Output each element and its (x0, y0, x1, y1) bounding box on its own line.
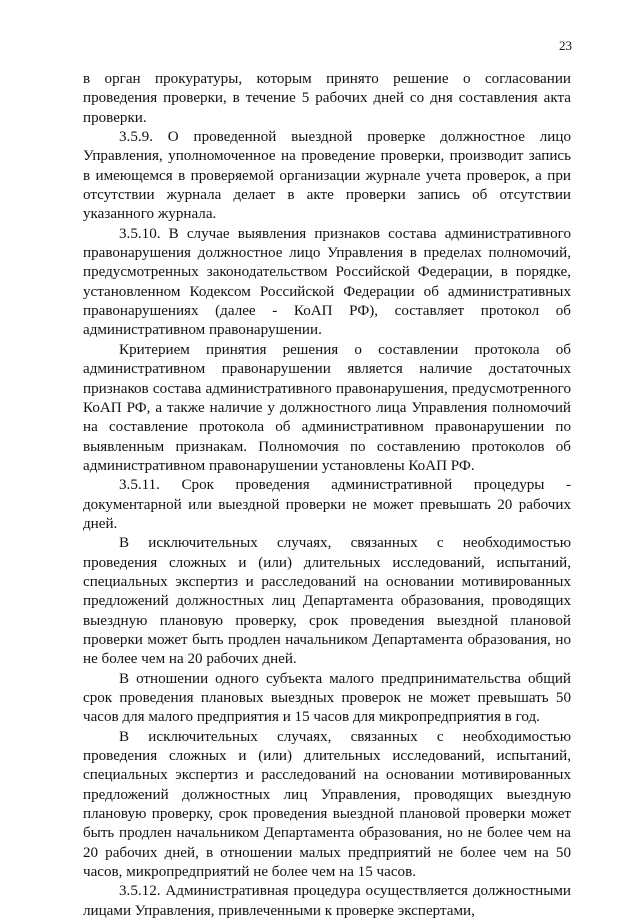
page-number: 23 (559, 38, 572, 53)
paragraph-3-5-10: 3.5.10. В случае выявления признаков состава административного правонарушения должностное лицо Управления в пределах полномочий, предусмотренных законодательством Российской Федерации, в порядке, установленном Кодексом Российской Федерации об административных правонарушениях (далее - КоАП РФ), составляет протокол об административном правонарушении. (83, 225, 571, 339)
paragraph-continuation: в орган прокуратуры, которым принято решение о согласовании проведения проверки, в течение 5 рабочих дней со дня составления акта проверки. (83, 71, 571, 126)
document-body (83, 70, 571, 921)
paragraph-3-5-9: 3.5.9. О проведенной выездной проверке должностное лицо Управления, уполномоченное на проведение проверки, производит запись в имеющемся в проверяемой организации журнале учета проверок, а при отсутствии журнала делает в акте проверки запись об отсутствии указанного журнала. (83, 129, 571, 223)
paragraph-small-business-hours: В отношении одного субъекта малого предпринимательства общий срок проведения плановых выездных проверок не может превышать 50 часов для малого предприятия и 15 часов для микропредприятия в год. (83, 670, 571, 726)
paragraph-protocol-criteria: Критерием принятия решения о составлении протокола об административном правонарушении является наличие достаточных признаков состава административного правонарушения, предусмотренного КоАП РФ, а также наличие у должностного лица Управления полномочий на составление протокола об административном правонарушении по выявленным признакам. Полномочия по составлению протоколов об административном правонарушении установлены КоАП РФ. (83, 341, 571, 474)
paragraph-3-5-11: 3.5.11. Срок проведения административной процедуры - документарной или выездной проверки не может превышать 20 рабочих дней. (83, 477, 571, 532)
paragraph-extension-management: В исключительных случаях, связанных с необходимостью проведения сложных и (или) длительных исследований, испытаний, специальных экспертиз и расследований на основании мотивированных предложений должностных лиц Управления, проводящих выездную плановую проверку, срок проведения выездной плановой проверки может быть продлен начальником Департамента образования, но не более чем на 20 рабочих дней, в отношении малых предприятий не более чем на 50 часов, микропредприятий не более чем на 15 часов. (83, 728, 571, 881)
paragraph-3-5-12: 3.5.12. Административная процедура осуществляется должностными лицами Управления, привлеченными к проверке экспертами, (83, 883, 571, 919)
paragraph-extension-department: В исключительных случаях, связанных с необходимостью проведения сложных и (или) длительных исследований, испытаний, специальных экспертиз и расследований на основании мотивированных предложений должностных лиц Департамента образования, проводящих выездную плановую проверку, срок проведения выездной плановой проверки может быть продлен начальником Департамента образования, но не более чем на 20 рабочих дней. (83, 535, 571, 668)
